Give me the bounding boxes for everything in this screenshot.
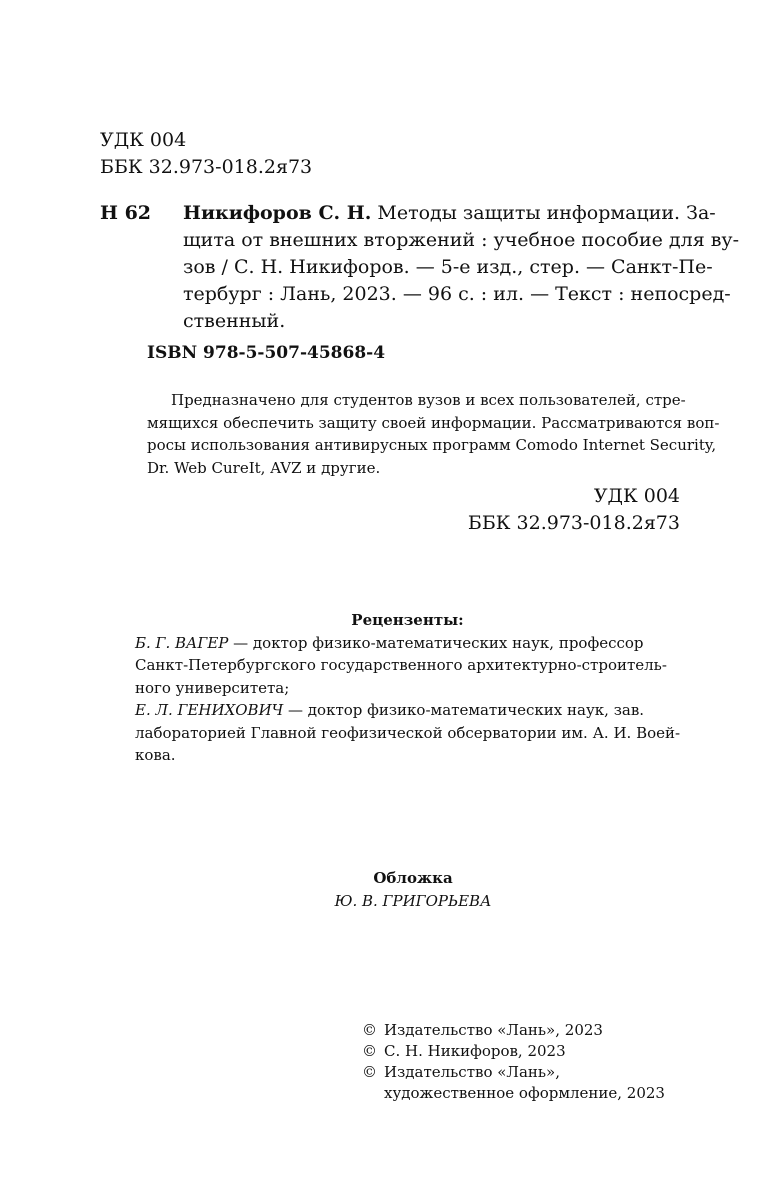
copyright-icon: © <box>362 1042 377 1060</box>
copyright-line-2: С. Н. Никифоров, 2023 <box>384 1042 566 1060</box>
reviewer-1-line-2: Санкт-Петербургского государственного архитектурно-строитель- <box>135 656 667 674</box>
cover-label: Обложка <box>373 869 453 887</box>
copyright-row-2 <box>362 1041 665 1062</box>
entry-title-start: Методы защиты информации. За- <box>371 202 716 224</box>
author-name: Никифоров С. Н. <box>183 202 372 224</box>
copyright-block <box>362 1020 665 1104</box>
reviewer-2-role: — доктор физико-математических наук, зав. <box>283 701 645 719</box>
cover-credit <box>300 867 526 912</box>
isbn: ISBN 978-5-507-45868-4 <box>147 343 386 363</box>
author-mark: Н 62 <box>100 202 152 224</box>
bbk-code: ББК 32.973-018.2я73 <box>100 156 313 178</box>
entry-line-1 <box>183 200 716 227</box>
copyright-row-3 <box>362 1062 665 1083</box>
reviewers-title: Рецензенты: <box>351 611 464 629</box>
reviewer-1-line-1 <box>135 632 680 655</box>
reviewer-1-line-3: ного университета; <box>135 678 290 697</box>
reviewer-2-name: Е. Л. ГЕНИХОВИЧ <box>135 701 284 719</box>
bibliographic-description <box>183 200 740 335</box>
udk-code-right: УДК 004 <box>593 485 680 507</box>
entry-line-2: щита от внешних вторжений : учебное пособие для ву- <box>183 229 740 251</box>
classification-codes-right <box>468 483 680 537</box>
classification-codes-top <box>100 127 312 181</box>
copyright-line-3: Издательство «Лань», <box>384 1063 561 1081</box>
reviewers-block <box>135 609 680 767</box>
reviewer-1-name: Б. Г. ВАГЕР <box>135 633 229 652</box>
udk-code: УДК 004 <box>100 129 187 151</box>
copyright-line-1: Издательство «Лань», 2023 <box>384 1021 603 1039</box>
annotation <box>147 389 720 479</box>
reviewer-2-line-3: кова. <box>135 746 176 764</box>
entry-line-3: зов / С. Н. Никифоров. — 5-е изд., стер. — Санкт-Пе- <box>183 256 713 278</box>
annotation-line-4: Dr. Web CureIt, AVZ и другие. <box>147 458 381 477</box>
copyright-line-3-continued: художественное оформление, 2023 <box>384 1084 665 1102</box>
copyright-icon: © <box>362 1021 377 1039</box>
cover-designer: Ю. В. ГРИГОРЬЕВА <box>334 891 492 910</box>
annotation-line-2: мящихся обеспечить защиту своей информации. Рассматриваются воп- <box>147 413 720 432</box>
bibliographic-entry <box>100 200 740 335</box>
reviewer-2-line-2: лабораторией Главной геофизической обсерватории им. А. И. Воей- <box>135 723 681 742</box>
reviewer-1-role: — доктор физико-математических наук, профессор <box>228 633 644 652</box>
entry-line-4: тербург : Лань, 2023. — 96 с. : ил. — Текст : непосред- <box>183 283 731 305</box>
copyright-row-1 <box>362 1020 665 1041</box>
entry-line-5: ственный. <box>183 310 286 332</box>
annotation-line-3: росы использования антивирусных программ Comodo Internet Security, <box>147 436 717 454</box>
annotation-line-1: Предназначено для студентов вузов и всех пользователей, стре- <box>171 391 686 409</box>
bbk-code-right: ББК 32.973-018.2я73 <box>467 512 680 534</box>
reviewer-2-line-1 <box>135 699 680 722</box>
copyright-icon: © <box>362 1063 377 1081</box>
